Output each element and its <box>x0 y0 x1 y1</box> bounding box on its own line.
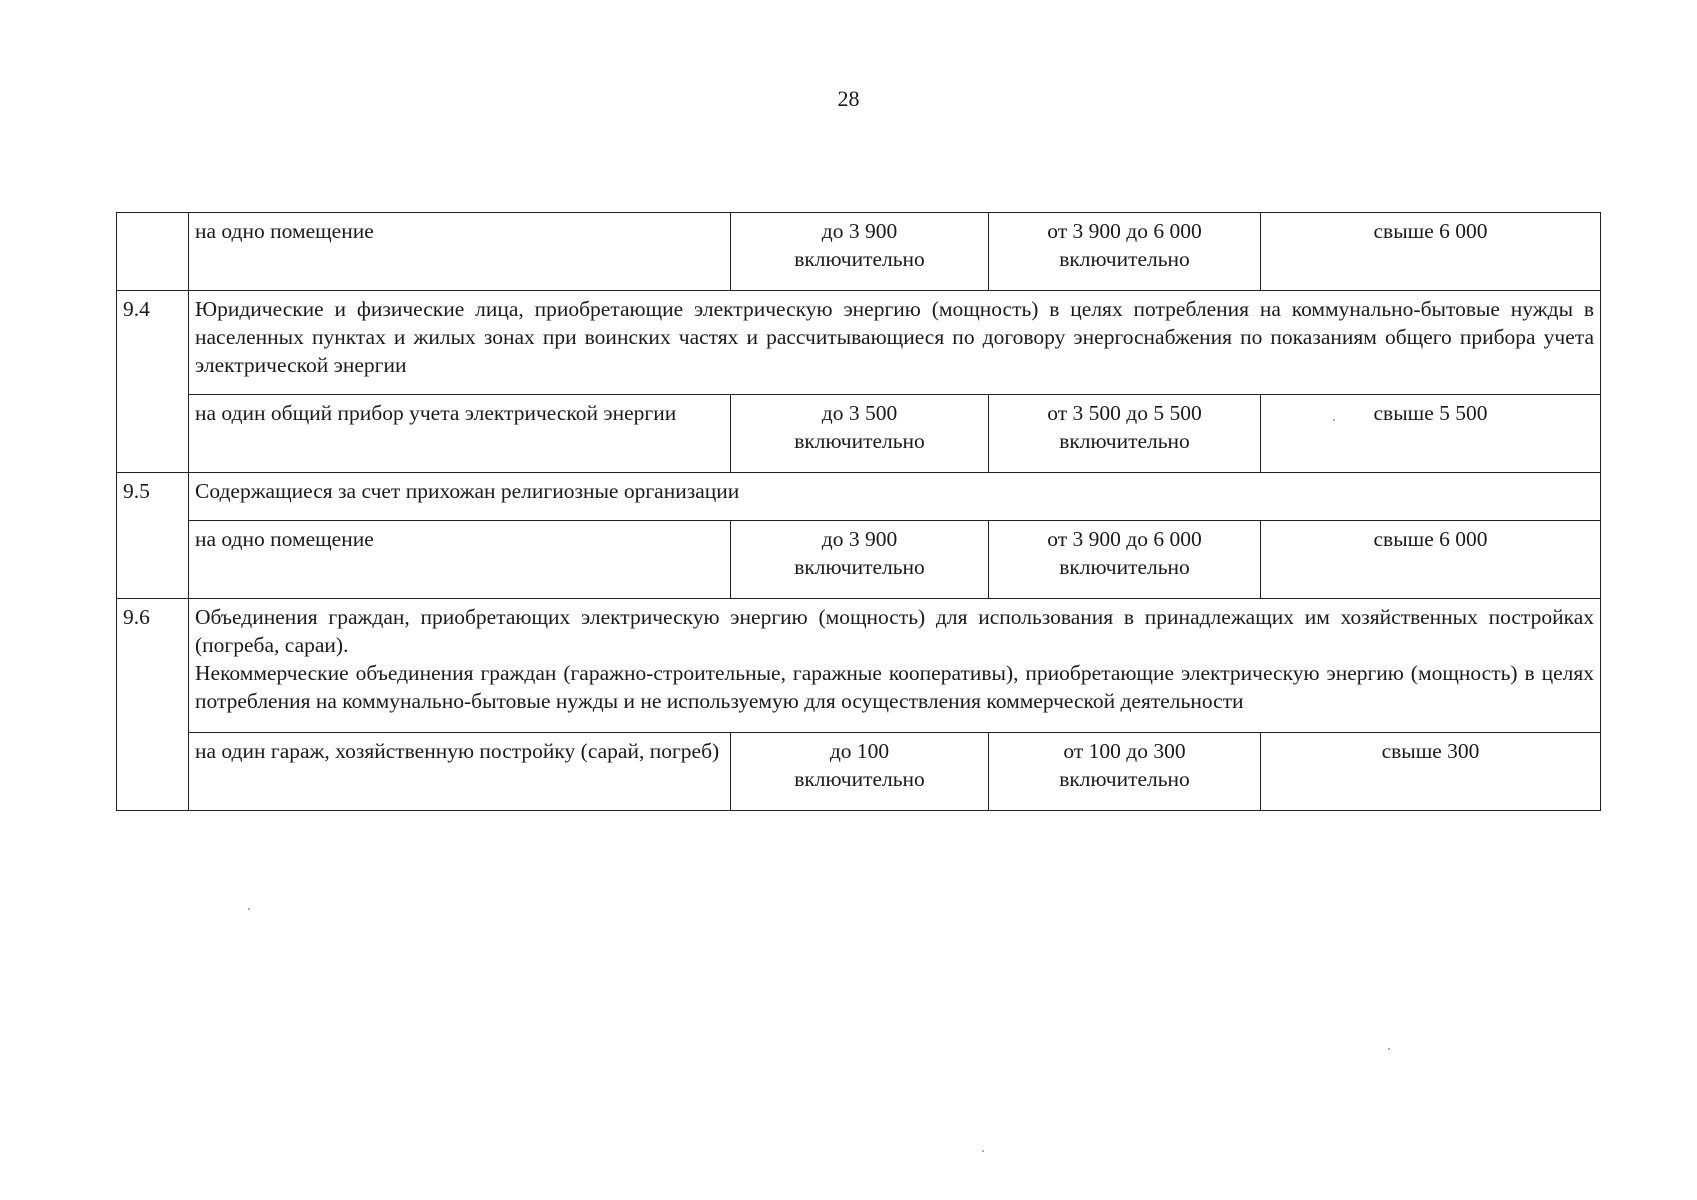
scan-speck <box>248 908 250 910</box>
table-row <box>117 599 1601 733</box>
range-mid-value: от 3 900 до 6 000 <box>1047 527 1202 551</box>
range-mid-cell <box>989 733 1261 811</box>
category-description <box>189 599 1601 733</box>
range-mid-cell <box>989 521 1261 599</box>
consumption-unit-label: на один общий прибор учета электрической энергии <box>189 395 731 473</box>
category-description-part-1: Объединения граждан, приобретающих электрическую энергию (мощность) для использования в принадлежащих им хозяйственных постройках (погреба, сараи). <box>195 605 1594 657</box>
range-mid-value: от 100 до 300 <box>1063 739 1186 763</box>
range-low-value: до 3 500 <box>821 401 898 425</box>
range-mid-note: включительно <box>1059 429 1190 453</box>
range-high-cell <box>1261 395 1601 473</box>
range-low-note: включительно <box>794 247 925 271</box>
range-low-cell <box>731 213 989 291</box>
range-low-value: до 3 900 <box>821 219 898 243</box>
table-row <box>117 733 1601 811</box>
category-description: Содержащиеся за счет прихожан религиозные организации <box>189 473 1601 521</box>
tariff-range-table <box>116 212 1601 811</box>
range-high-value: свыше 300 <box>1381 739 1480 763</box>
item-number: 9.5 <box>117 473 189 599</box>
range-high-value: свыше 5 500 <box>1373 401 1488 425</box>
range-low-cell <box>731 733 989 811</box>
consumption-unit-label: на одно помещение <box>189 521 731 599</box>
range-mid-cell <box>989 395 1261 473</box>
category-description: Юридические и физические лица, приобретающие электрическую энергию (мощность) в целях потребления на коммунально-бытовые нужды в населенных пунктах и жилых зонах при воинских частях и рассчитывающиеся по договору энергоснабжения по показаниям общего прибора учета электрической энергии <box>189 291 1601 395</box>
range-mid-cell <box>989 213 1261 291</box>
item-number: 9.4 <box>117 291 189 473</box>
range-low-note: включительно <box>794 429 925 453</box>
table-row <box>117 213 1601 291</box>
range-low-note: включительно <box>794 767 925 791</box>
table-row <box>117 291 1601 395</box>
range-high-cell <box>1261 521 1601 599</box>
range-low-cell <box>731 521 989 599</box>
scan-speck <box>1333 419 1335 421</box>
range-low-note: включительно <box>794 555 925 579</box>
scan-speck <box>982 1150 984 1152</box>
page-number: 28 <box>837 86 860 111</box>
table-row <box>117 473 1601 521</box>
range-low-cell <box>731 395 989 473</box>
range-mid-note: включительно <box>1059 247 1190 271</box>
table-row <box>117 395 1601 473</box>
range-mid-note: включительно <box>1059 555 1190 579</box>
category-description-part-2: Некоммерческие объединения граждан (гаражно-строительные, гаражные кооперативы), приобретающие электрическую энергию (мощность) в целях потребления на коммунально-бытовые нужды и не используемую для осуществления коммерческой деятельности <box>195 661 1594 713</box>
range-high-cell <box>1261 213 1601 291</box>
range-low-value: до 3 900 <box>821 527 898 551</box>
consumption-unit-label: на один гараж, хозяйственную постройку (сарай, погреб) <box>189 733 731 811</box>
consumption-unit-label: на одно помещение <box>189 213 731 291</box>
range-high-cell <box>1261 733 1601 811</box>
range-mid-value: от 3 900 до 6 000 <box>1047 219 1202 243</box>
table-row <box>117 521 1601 599</box>
range-low-value: до 100 <box>829 739 890 763</box>
range-high-value: свыше 6 000 <box>1373 219 1488 243</box>
range-mid-note: включительно <box>1059 767 1190 791</box>
range-mid-value: от 3 500 до 5 500 <box>1047 401 1202 425</box>
item-number: 9.6 <box>117 599 189 811</box>
scan-speck <box>1388 1048 1390 1050</box>
item-number-cell-empty <box>117 213 189 291</box>
range-high-value: свыше 6 000 <box>1373 527 1488 551</box>
